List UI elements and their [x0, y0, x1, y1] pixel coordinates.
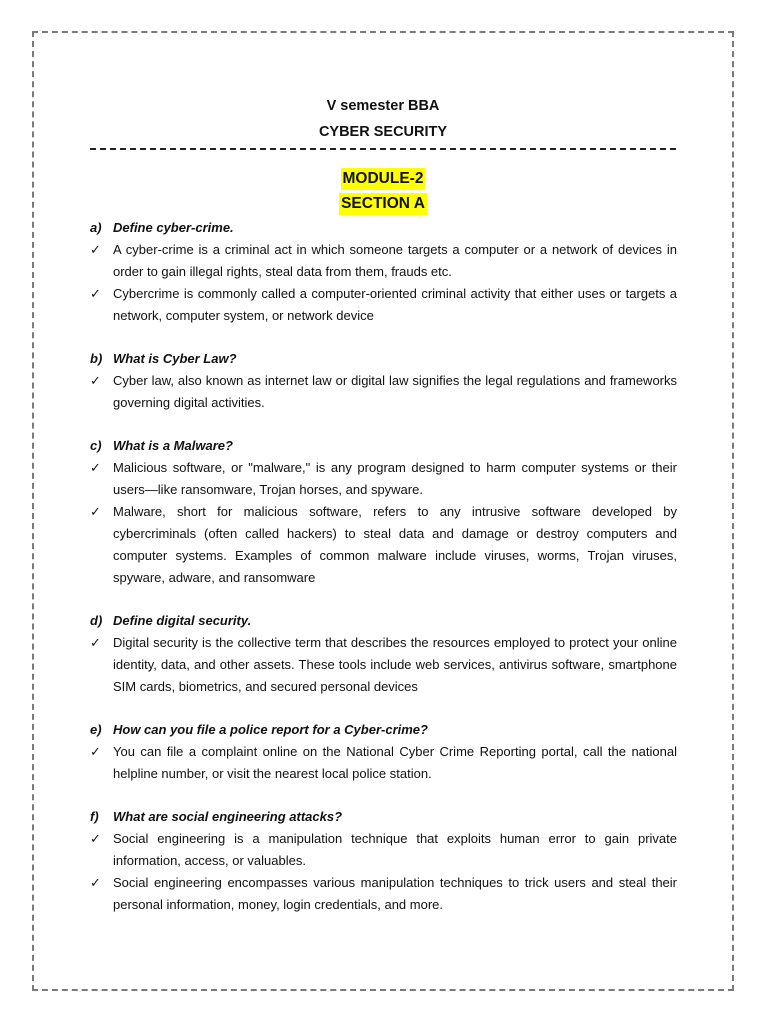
- question-heading: [90, 435, 677, 457]
- answer-item: [90, 872, 677, 916]
- question-block: [90, 806, 677, 916]
- answer-text: Cybercrime is commonly called a computer-oriented criminal activity that either uses or targets a network, computer system, or network device: [113, 286, 677, 323]
- check-mark-icon: ✓: [90, 744, 101, 759]
- question-letter: b): [90, 351, 103, 366]
- check-mark-icon: ✓: [90, 635, 101, 650]
- answer-text: Social engineering is a manipulation technique that exploits human error to gain private information, access, or valuables.: [113, 831, 677, 868]
- question-heading: [90, 348, 677, 370]
- question-letter: a): [90, 220, 102, 235]
- question-text: What is a Malware?: [113, 438, 233, 453]
- dashed-divider: [90, 148, 676, 150]
- question-heading: [90, 610, 677, 632]
- question-text: How can you file a police report for a Cyber-crime?: [113, 722, 428, 737]
- question-heading: [90, 806, 677, 828]
- check-mark-icon: ✓: [90, 875, 101, 890]
- answer-text: Malware, short for malicious software, refers to any intrusive software developed by cybercriminals (often called hackers) to steal data and damage or destroy computers and computer systems. Examples of common malware include viruses, worms, Trojan viruses, spyware, adware, and ransomware: [113, 504, 677, 585]
- answer-item: [90, 239, 677, 283]
- course-title: CYBER SECURITY: [318, 124, 448, 140]
- question-block: [90, 217, 677, 327]
- answer-item: [90, 501, 677, 589]
- question-letter: e): [90, 722, 102, 737]
- check-mark-icon: ✓: [90, 242, 101, 257]
- answer-item: [90, 370, 677, 414]
- question-block: [90, 719, 677, 785]
- answer-text: A cyber-crime is a criminal act in which someone targets a computer or a network of devices in order to gain illegal rights, steal data from them, frauds etc.: [113, 242, 677, 279]
- question-letter: c): [90, 438, 102, 453]
- check-mark-icon: ✓: [90, 831, 101, 846]
- answer-text: Malicious software, or "malware," is any program designed to harm computer systems or their users—like ransomware, Trojan horses, and spyware.: [113, 460, 677, 497]
- answer-text: You can file a complaint online on the National Cyber Crime Reporting portal, call the national helpline number, or visit the nearest local police station.: [113, 744, 677, 781]
- section-title: SECTION A: [339, 193, 427, 215]
- question-block: [90, 348, 677, 414]
- question-text: Define digital security.: [113, 613, 252, 628]
- question-block: [90, 610, 677, 698]
- question-text: What is Cyber Law?: [113, 351, 237, 366]
- check-mark-icon: ✓: [90, 504, 101, 519]
- question-heading: [90, 719, 677, 741]
- answer-text: Social engineering encompasses various manipulation techniques to trick users and steal their personal information, money, login credentials, and more.: [113, 875, 677, 912]
- answer-text: Digital security is the collective term that describes the resources employed to protect your online identity, data, and other assets. These tools include web services, antivirus software, smartphone SIM cards, biometrics, and secured personal devices: [113, 635, 677, 694]
- questions-list: [90, 217, 677, 916]
- answer-text: Cyber law, also known as internet law or digital law signifies the legal regulations and frameworks governing digital activities.: [113, 373, 677, 410]
- module-title: MODULE-2: [341, 168, 426, 190]
- module-heading: [90, 168, 676, 218]
- question-heading: [90, 217, 677, 239]
- check-mark-icon: ✓: [90, 373, 101, 388]
- question-letter: d): [90, 613, 103, 628]
- question-block: [90, 435, 677, 589]
- answer-item: [90, 632, 677, 698]
- answer-item: [90, 283, 677, 327]
- question-text: Define cyber-crime.: [113, 220, 234, 235]
- answer-item: [90, 741, 677, 785]
- answer-item: [90, 828, 677, 872]
- answer-item: [90, 457, 677, 501]
- document-header: [90, 93, 676, 145]
- semester-title: V semester BBA: [326, 98, 440, 114]
- question-letter: f): [90, 809, 99, 824]
- question-text: What are social engineering attacks?: [113, 809, 343, 824]
- check-mark-icon: ✓: [90, 460, 101, 475]
- check-mark-icon: ✓: [90, 286, 101, 301]
